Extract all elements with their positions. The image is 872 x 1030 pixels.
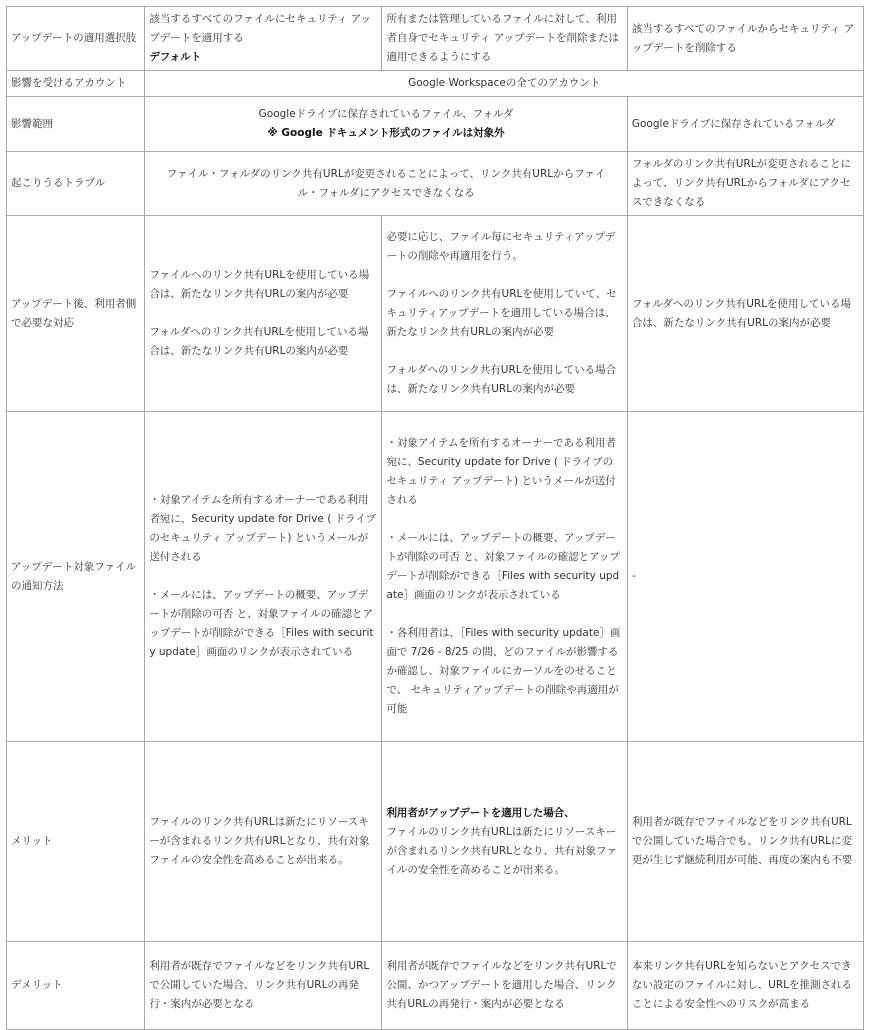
notify-opt3: -	[627, 412, 863, 742]
demerit-opt3: 本来リンク共有URLを知らないとアクセスできない設定のファイルに対し、URLを推測されることによる安全性へのリスクが高まる	[627, 942, 863, 1030]
action-opt2-folders: フォルダへのリンク共有URLを使用している場合は、新たなリンク共有URLの案内が必要	[386, 364, 617, 395]
notify-opt2-mail: ・対象アイテムを所有するオーナーである利用者宛に、Security update for Drive ( ドライブのセキュリティ アップデート) というメールが送付される	[386, 437, 616, 506]
merit-opt2-text: ファイルのリンク共有URLは新たにリソースキーが含まれるリンク共有URLとなり、共有対象ファイルの安全性を高めることが出来る。	[386, 825, 617, 876]
merit-opt3: 利用者が既存でファイルなどをリンク共有URLで公開していた場合でも、リンク共有URLに変更が生じず継続利用が可能、再度の案内も不要	[627, 742, 863, 942]
default-label: デフォルト	[149, 51, 202, 63]
option-apply-all	[145, 7, 382, 71]
row-label-accounts: 影響を受けるアカウント	[7, 71, 145, 97]
trouble-opt3: フォルダのリンク共有URLが変更されることによって、リンク共有URLからフォルダにアクセスできなくなる	[627, 152, 863, 216]
notify-opt1-mail: ・対象アイテムを所有するオーナーである利用者宛に、Security update for Drive ( ドライブのセキュリティ アップデート) というメールが送付される	[149, 494, 377, 563]
scope-opt12	[145, 97, 628, 152]
action-opt1-files: ファイルへのリンク共有URLを使用している場合は、新たなリンク共有URLの案内が必要	[149, 269, 370, 300]
table-row-accounts	[7, 71, 864, 97]
option-user-choice: 所有または管理しているファイルに対して、利用者自身でセキュリティ アップデートを削除または適用できるようにする	[382, 7, 627, 71]
scope-opt12-line1: Googleドライブに保存されているファイル、フォルダ	[258, 108, 514, 120]
action-opt1-folders: フォルダへのリンク共有URLを使用している場合は、新たなリンク共有URLの案内が必要	[149, 326, 369, 357]
merit-opt2	[382, 742, 627, 942]
table-row-action	[7, 216, 864, 412]
notify-opt1	[145, 412, 382, 742]
notify-opt2	[382, 412, 627, 742]
table-row-scope	[7, 97, 864, 152]
table-row-demerit	[7, 942, 864, 1030]
demerit-opt2: 利用者が既存でファイルなどをリンク共有URLで公開、かつアップデートを適用した場合、リンク共有URLの再発行・案内が必要となる	[382, 942, 627, 1030]
action-opt3: フォルダへのリンク共有URLを使用している場合は、新たなリンク共有URLの案内が必要	[627, 216, 863, 412]
trouble-opt12: ファイル・フォルダのリンク共有URLが変更されることによって、リンク共有URLからファイル・フォルダにアクセスできなくなる	[145, 152, 628, 216]
merit-opt1: ファイルのリンク共有URLは新たにリソースキーが含まれるリンク共有URLとなり、共有対象ファイルの安全性を高めることが出来る。	[145, 742, 382, 942]
row-label-demerit: デメリット	[7, 942, 145, 1030]
row-label-notify: アップデート対象ファイルの通知方法	[7, 412, 145, 742]
comparison-table	[6, 6, 864, 1030]
action-opt2-files: ファイルへのリンク共有URLを使用していて、セキュリティアップデートを適用している場合は、新たなリンク共有URLの案内が必要	[386, 288, 617, 338]
table-row-trouble	[7, 152, 864, 216]
option-remove-all: 該当するすべてのファイルからセキュリティ アップデートを削除する	[627, 7, 863, 71]
row-label-trouble: 起こりうるトラブル	[7, 152, 145, 216]
action-opt1	[145, 216, 382, 412]
notify-opt1-content: ・メールには、アップデートの概要、アップデートが削除の可否 と、対象ファイルの確認とアップデートが削除ができる［Files with security update］画面のリンクが表示されている	[149, 589, 374, 658]
merit-opt2-condition: 利用者がアップデートを適用した場合、	[386, 806, 575, 819]
row-label-scope: 影響範囲	[7, 97, 145, 152]
action-opt2-manage: 必要に応じ、ファイル毎にセキュリティアップデートの削除や再適用を行う。	[386, 231, 616, 262]
row-label-merit: メリット	[7, 742, 145, 942]
scope-opt3: Googleドライブに保存されているフォルダ	[627, 97, 863, 152]
scope-opt12-note: ※ Google ドキュメント形式のファイルは対象外	[267, 127, 505, 139]
row-label-action: アップデート後、利用者側で必要な対応	[7, 216, 145, 412]
table-row-options	[7, 7, 864, 71]
demerit-opt1: 利用者が既存でファイルなどをリンク共有URLで公開していた場合、リンク共有URLの再発行・案内が必要となる	[145, 942, 382, 1030]
table-row-notify	[7, 412, 864, 742]
accounts-value: Google Workspaceの全てのアカウント	[145, 71, 864, 97]
option-apply-all-text: 該当するすべてのファイルにセキュリティ アップデートを適用する	[149, 13, 371, 44]
row-label-options: アップデートの適用選択肢	[7, 7, 145, 71]
notify-opt2-check: ・各利用者は、［Files with security update］画面で 7/26 - 8/25 の間、どのファイルが影響するか確認し、対象ファイルにカーソルをのせることで、 セキュリティアップデートの削除や再適用が可能	[386, 627, 621, 715]
notify-opt2-content: ・メールには、アップデートの概要、アップデートが削除の可否 と、対象ファイルの確認とアップデートが削除ができる［Files with security update］画面のリンクが表示されている	[386, 532, 620, 601]
table-row-merit	[7, 742, 864, 942]
action-opt2	[382, 216, 627, 412]
